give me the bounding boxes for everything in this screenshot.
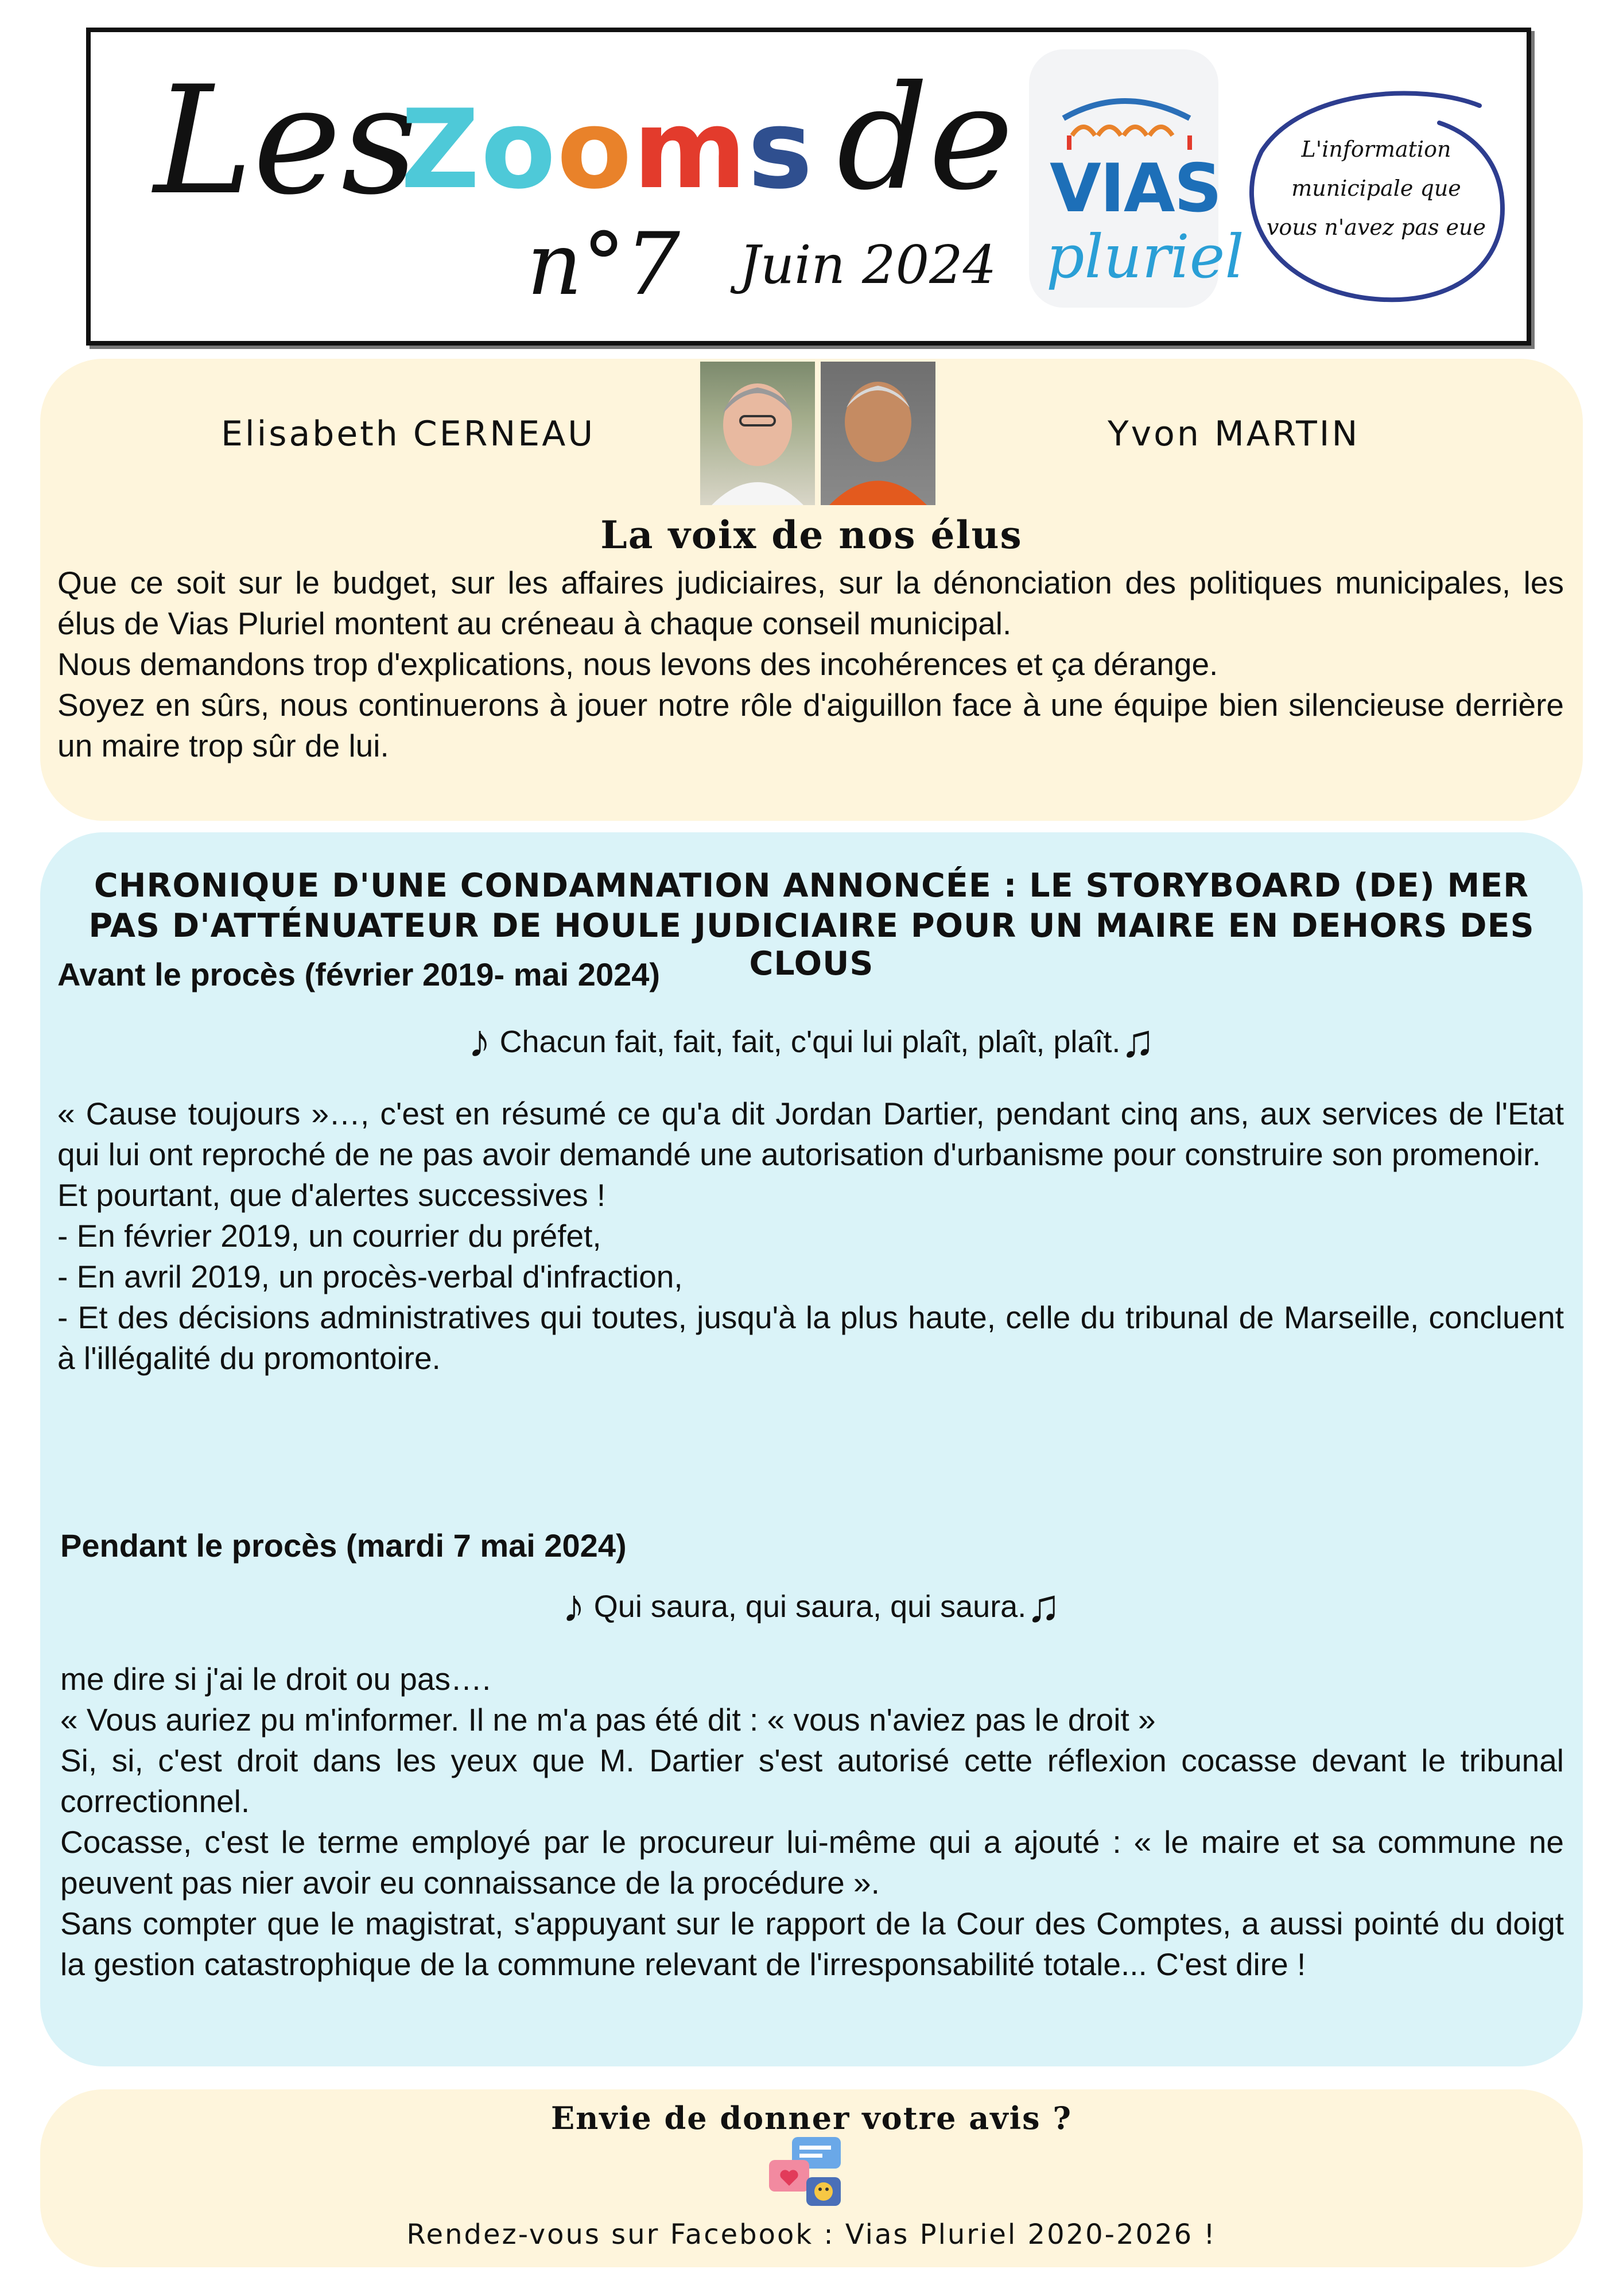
zooms-letter: o — [480, 86, 557, 213]
pendant-line: « Vous auriez pu m'informer. Il ne m'a pas été dit : « vous n'aviez pas le droit » — [60, 1702, 1156, 1737]
elus-section — [40, 359, 1583, 821]
zooms-letter: Z — [401, 86, 481, 213]
masthead-les: Les — [154, 55, 418, 228]
elus-title: La voix de nos élus — [600, 513, 1023, 557]
logo-vias-text: VIAS — [1050, 150, 1221, 227]
tagline: L'information municipale que vous n'avez pas eue — [1266, 137, 1486, 240]
elu-name-right: Yvon MARTIN — [1108, 414, 1360, 454]
pendant-line: Si, si, c'est droit dans les yeux que M. Dartier s'est autorisé cette réflexion cocasse devant le tribunal correctionnel. — [60, 1743, 1564, 1819]
zooms-letter: m — [632, 86, 748, 213]
vias-pluriel-logo — [1029, 49, 1244, 308]
avis-section — [40, 2089, 1583, 2267]
chronique-title-line2: PAS D'ATTÉNUATEUR DE HOULE JUDICIAIRE POUR UN MAIRE EN DEHORS DES CLOUS — [88, 907, 1535, 983]
avant-song — [40, 1015, 1583, 1068]
avant-line: - En février 2019, un courrier du préfet, — [57, 1218, 601, 1254]
avant-line: - En avril 2019, un procès-verbal d'infraction, — [57, 1259, 683, 1294]
music-note-icon: ♪ — [562, 1580, 585, 1631]
avant-song-text: Chacun fait, fait, fait, c'qui lui plaît, plaît, plaît. — [499, 1025, 1121, 1059]
pendant-heading: Pendant le procès (mardi 7 mai 2024) — [60, 1527, 627, 1564]
pendant-line: Cocasse, c'est le terme employé par le procureur lui-même qui a ajouté : « le maire et sa commune ne peuvent pas nier avoir eu connaissance de la procédure ». — [60, 1824, 1564, 1901]
chronique-title-line1: CHRONIQUE D'UNE CONDAMNATION ANNONCÉE : LE STORYBOARD (DE) MER — [94, 867, 1529, 905]
zooms-letter: s — [747, 86, 814, 213]
music-notes-icon: ♫ — [1026, 1580, 1061, 1631]
avant-line: « Cause toujours »…, c'est en résumé ce qu'a dit Jordan Dartier, pendant cinq ans, aux services de l'Etat qui lui ont reproché de ne pas avoir demandé une autorisation d'urbanisme pour construire son promenoir. — [57, 1096, 1564, 1172]
chronique-section — [40, 832, 1583, 2066]
pendant-song — [40, 1580, 1583, 1632]
elus-paragraph: Que ce soit sur le budget, sur les affaires judiciaires, sur la dénonciation des politiques municipales, les élus de Vias Pluriel montent au créneau à chaque conseil municipal. — [57, 565, 1564, 641]
issue-date: Juin 2024 — [739, 234, 997, 296]
masthead-de: de — [837, 55, 1014, 222]
pendant-song-text: Qui saura, qui saura, qui saura. — [593, 1589, 1027, 1624]
avis-title: Envie de donner votre avis ? — [551, 2100, 1072, 2136]
issue-number: n°7 — [527, 215, 681, 315]
avant-line: - Et des décisions administratives qui toutes, jusqu'à la plus haute, celle du tribunal de Marseille, concluent à l'illégalité du promontoire. — [57, 1300, 1564, 1376]
elu-name-left: Elisabeth CERNEAU — [221, 414, 596, 454]
pendant-text — [60, 1659, 1564, 1985]
music-note-icon: ♪ — [468, 1015, 491, 1066]
elus-text — [57, 563, 1564, 766]
avant-text — [57, 1093, 1564, 1379]
avant-line: Et pourtant, que d'alertes successives ! — [57, 1177, 606, 1213]
chat-bubbles-icon — [766, 2134, 847, 2214]
masthead-zooms — [401, 86, 814, 213]
pendant-line: Sans compter que le magistrat, s'appuyant sur le rapport de la Cour des Comptes, a aussi pointé du doigt la gestion catastrophique de la commune relevant de l'irresponsabilité totale... C'est dire ! — [60, 1906, 1564, 1982]
pendant-line: me dire si j'ai le droit ou pas…. — [60, 1661, 491, 1697]
zooms-letter: o — [557, 86, 633, 213]
music-notes-icon: ♫ — [1120, 1015, 1155, 1066]
elu-photo-right — [821, 362, 935, 505]
logo-pluriel-text: pluriel — [1046, 222, 1244, 292]
masthead — [86, 28, 1531, 346]
avis-text: Rendez-vous sur Facebook : Vias Pluriel 2020-2026 ! — [406, 2219, 1217, 2251]
elus-paragraph: Nous demandons trop d'explications, nous levons des incohérences et ça dérange. — [57, 646, 1218, 682]
elus-paragraph: Soyez en sûrs, nous continuerons à jouer notre rôle d'aiguillon face à une équipe bien silencieuse derrière un maire trop sûr de lui. — [57, 687, 1564, 763]
elu-photo-left — [700, 362, 815, 505]
avant-heading: Avant le procès (février 2019- mai 2024) — [57, 956, 661, 992]
